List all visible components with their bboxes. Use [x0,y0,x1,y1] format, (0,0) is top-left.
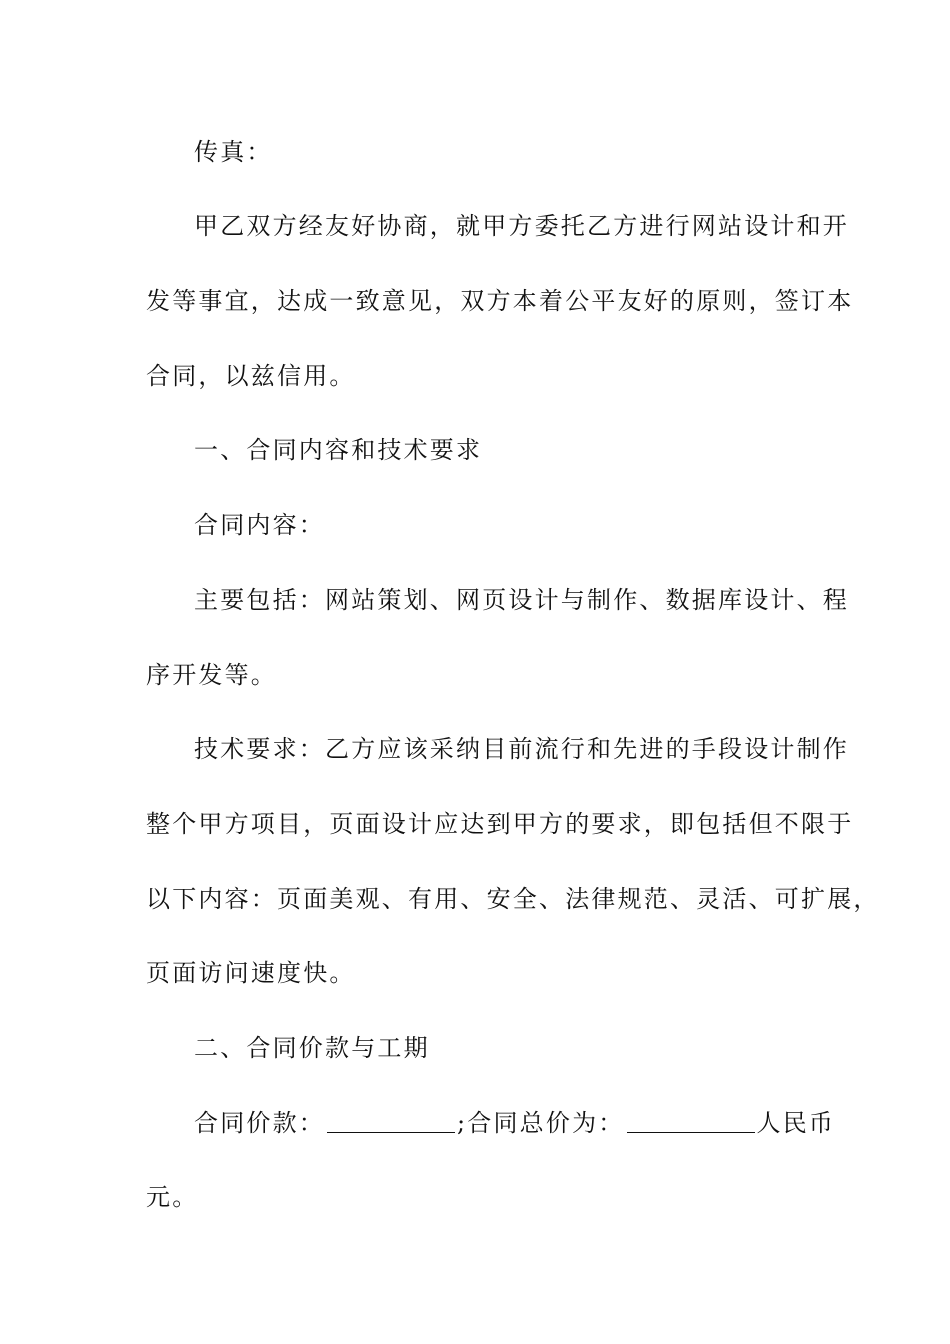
price-blank [327,1110,455,1133]
paragraph-line: 序开发等。 [146,661,277,689]
section-heading: 二、合同价款与工期 [194,1034,430,1062]
paragraph-line: 发等事宜，达成一致意见，双方本着公平友好的原则，签订本 [146,287,854,315]
paragraph-line: 整个甲方项目，页面设计应达到甲方的要求，即包括但不限于 [146,810,854,838]
paragraph-line: 以下内容：页面美观、有用、安全、法律规范、灵活、可扩展， [146,885,880,913]
paragraph-line: 合同，以兹信用。 [146,362,356,390]
paragraph-line: 技术要求：乙方应该采纳目前流行和先进的手段设计制作 [194,735,849,763]
paragraph-line: 元。 [146,1183,199,1211]
paragraph-line: 主要包括：网站策划、网页设计与制作、数据库设计、程 [194,586,849,614]
price-line [194,1107,864,1139]
currency-label: 人民币 [756,1109,836,1137]
total-price-blank [627,1110,755,1133]
section-heading: 一、合同内容和技术要求 [194,436,483,464]
paragraph-line: 甲乙双方经友好协商，就甲方委托乙方进行网站设计和开 [194,212,849,240]
price-label: 合同价款： [194,1109,325,1137]
total-price-label: ;合同总价为： [457,1109,625,1137]
paragraph-line: 页面访问速度快。 [146,959,356,987]
subheading: 合同内容： [194,511,325,539]
fax-line: 传真： [194,138,273,166]
